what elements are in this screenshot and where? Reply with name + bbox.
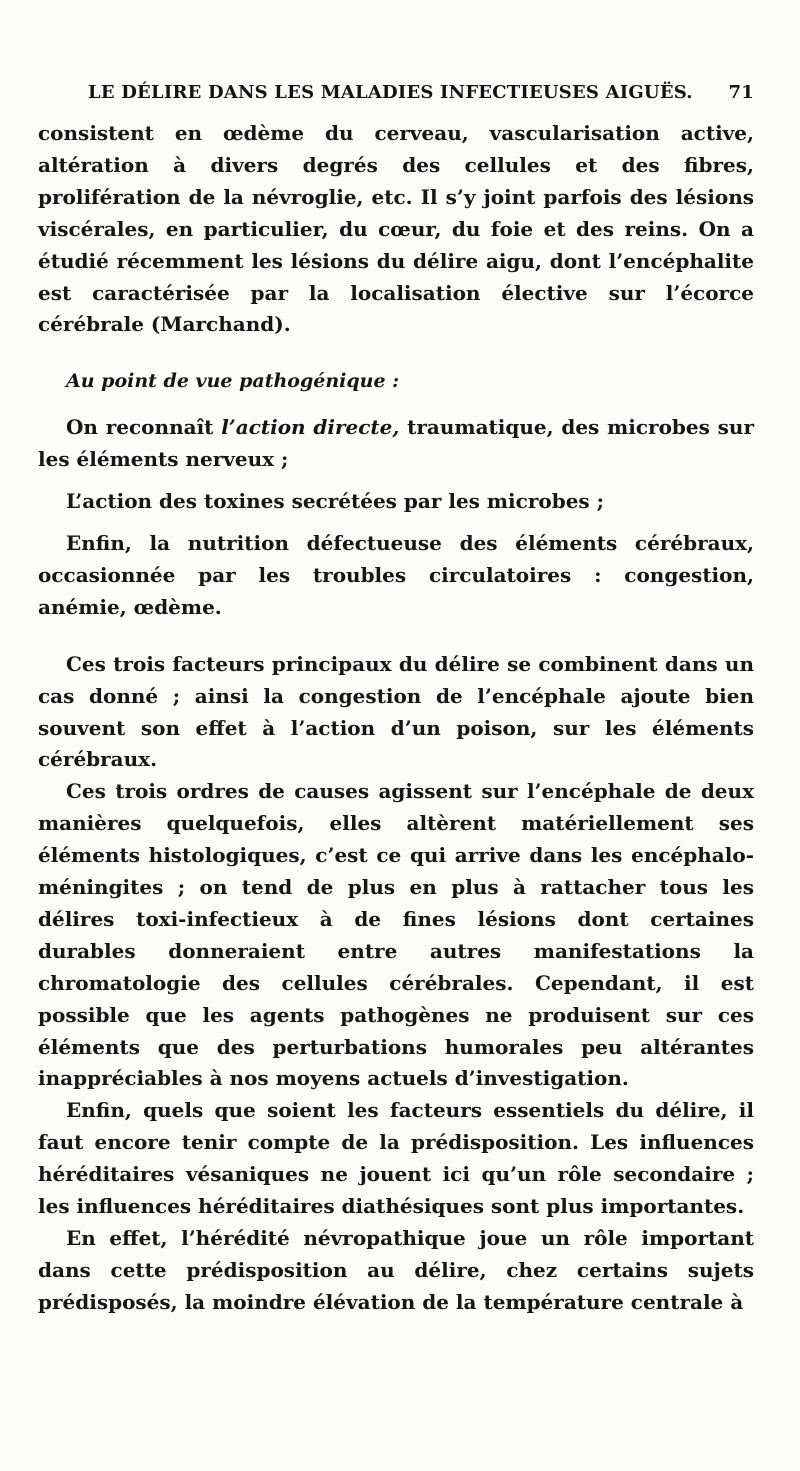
paragraph: Enfin, la nutrition défectueuse des éléments cérébraux, occasionnée par les troubles circulatoires : congestion, anémie, œdème. xyxy=(38,530,754,619)
section-subheading: Au point de vue pathogénique : xyxy=(66,370,400,393)
paragraph xyxy=(38,412,754,476)
running-header xyxy=(88,80,754,110)
page-number: 71 xyxy=(728,82,754,103)
paragraph: Ces trois facteurs principaux du délire se combinent dans un cas donné ; ainsi la congestion de l’encéphale ajoute bien souvent son effet à l’action d’un poison, sur les éléments cérébraux. xyxy=(38,651,754,772)
emphasis-text: l’action directe, xyxy=(221,415,400,440)
paragraph-text: On reconnaît xyxy=(66,415,222,440)
paragraph: Enfin, quels que soient les facteurs essentiels du délire, il faut encore tenir compte de la prédisposition. Les influences héréditaires vésaniques ne jouent ici qu’un rôle secondaire ; les influences héréditaires diathésiques sont plus importantes. xyxy=(38,1098,754,1219)
paragraph: consistent en œdème du cerveau, vascularisation active, altération à divers degrés des cellules et des fibres, prolifération de la névroglie, etc. Il s’y joint parfois des lésions viscérales, en particulier, du cœur, du foie et des reins. On a étudié récemment les lésions du délire aigu, dont l’encéphalite est caractérisée par la localisation élective sur l’écorce cérébrale (Marchand). xyxy=(38,121,754,337)
paragraph: En effet, l’hérédité névropathique joue un rôle important dans cette prédisposition au délire, chez certains sujets prédisposés, la moindre élévation de la température centrale à xyxy=(38,1226,754,1314)
paragraph: Ces trois ordres de causes agissent sur l’encéphale de deux manières quelquefois, elles altèrent matériellement ses éléments histologiques, c’est ce qui arrive dans les encéphalo-méningites ; on tend de plus en plus à rattacher tous les délires toxi-infectieux à de fines lésions dont certaines durables donneraient entre autres manifestations la chromatologie des cellules cérébrales. Cependant, il est possible que les agents pathogènes ne produisent sur ces éléments que des perturbations humorales peu altérantes inappréciables à nos moyens actuels d’investigation. xyxy=(38,779,754,1091)
body-text xyxy=(38,118,754,1319)
running-title: LE DÉLIRE DANS LES MALADIES INFECTIEUSES AIGUËS. xyxy=(88,82,693,103)
paragraph: L’action des toxines secrétées par les microbes ; xyxy=(66,489,605,514)
paragraph-text: traumatique, des microbes sur les éléments nerveux ; xyxy=(38,415,755,472)
